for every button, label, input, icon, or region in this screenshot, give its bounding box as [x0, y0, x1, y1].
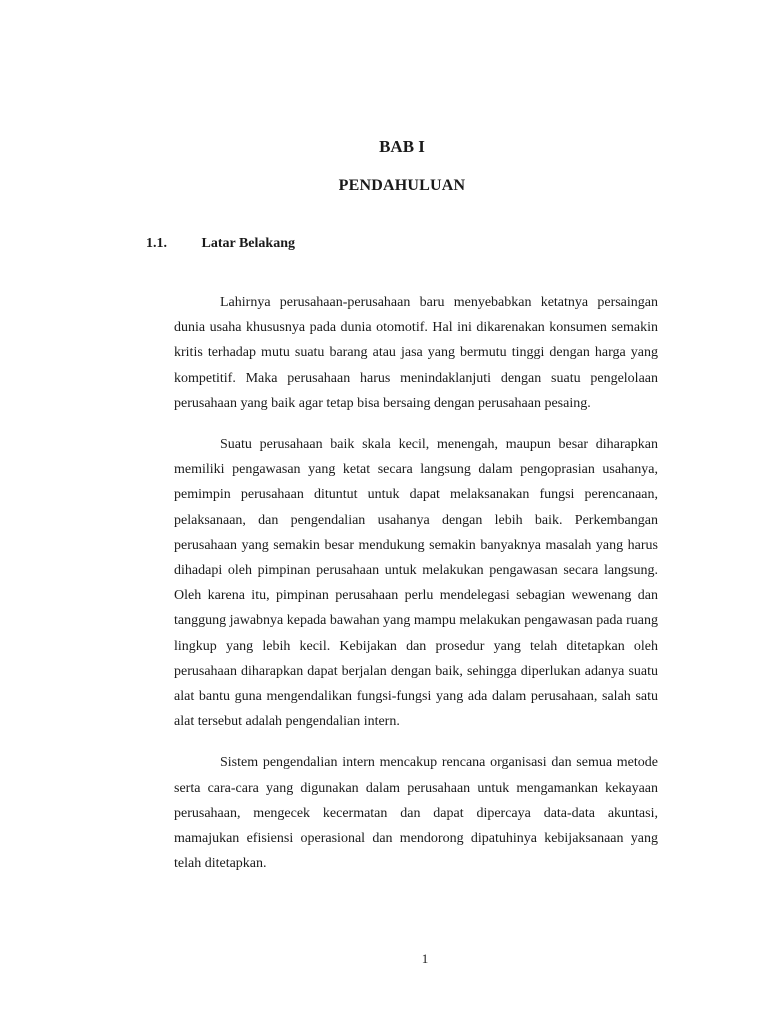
body-text: [174, 290, 658, 892]
paragraph: Lahirnya perusahaan-perusahaan baru menyebabkan ketatnya persaingan dunia usaha khususnya pada dunia otomotif. Hal ini dikarenakan konsumen semakin kritis terhadap mutu suatu barang atau jasa yang bermutu tinggi dengan harga yang kompetitif. Maka perusahaan harus menindaklanjuti dengan suatu pengelolaan perusahaan yang baik agar tetap bisa bersaing dengan perusahaan pesaing.: [174, 295, 658, 411]
paragraph: Suatu perusahaan baik skala kecil, menengah, maupun besar diharapkan memiliki pengawasan yang ketat secara langsung dalam pengoprasian usahanya, pemimpin perusahaan dituntut untuk dapat melaksanakan fungsi perencanaan, pelaksanaan, dan pengendalian usahanya dengan lebih baik. Perkembangan perusahaan yang semakin besar mendukung semakin banyaknya masalah yang harus dihadapi oleh pimpinan perusahaan untuk melakukan pengawasan secara langsung. Oleh karena itu, pimpinan perusahaan perlu mendelegasi sebagian wewenang dan tanggung jawabnya kepada bawahan yang mampu melakukan pengawasan pada ruang lingkup yang lebih kecil. Kebijakan dan prosedur yang telah ditetapkan oleh perusahaan diharapkan dapat berjalan dengan baik, sehingga diperlukan adanya suatu alat bantu guna mengendalikan fungsi-fungsi yang ada dalam perusahaan, salah satu alat tersebut adalah pengendalian intern.: [174, 437, 658, 730]
chapter-number: BAB I: [379, 137, 425, 156]
page-number: 1: [421, 951, 429, 966]
chapter-title: PENDAHULUAN: [338, 177, 466, 194]
section-title: Latar Belakang: [201, 236, 295, 251]
section-heading: [146, 236, 295, 252]
section-number: 1.1.: [146, 236, 167, 251]
paragraph: Sistem pengendalian intern mencakup rencana organisasi dan semua metode serta cara-cara yang digunakan dalam perusahaan untuk mengamankan kekayaan perusahaan, mengecek kecermatan dan dapat dipercaya data-data akuntasi, mamajukan efisiensi operasional dan mendorong dipatuhinya kebijaksanaan yang telah ditetapkan.: [174, 755, 658, 872]
